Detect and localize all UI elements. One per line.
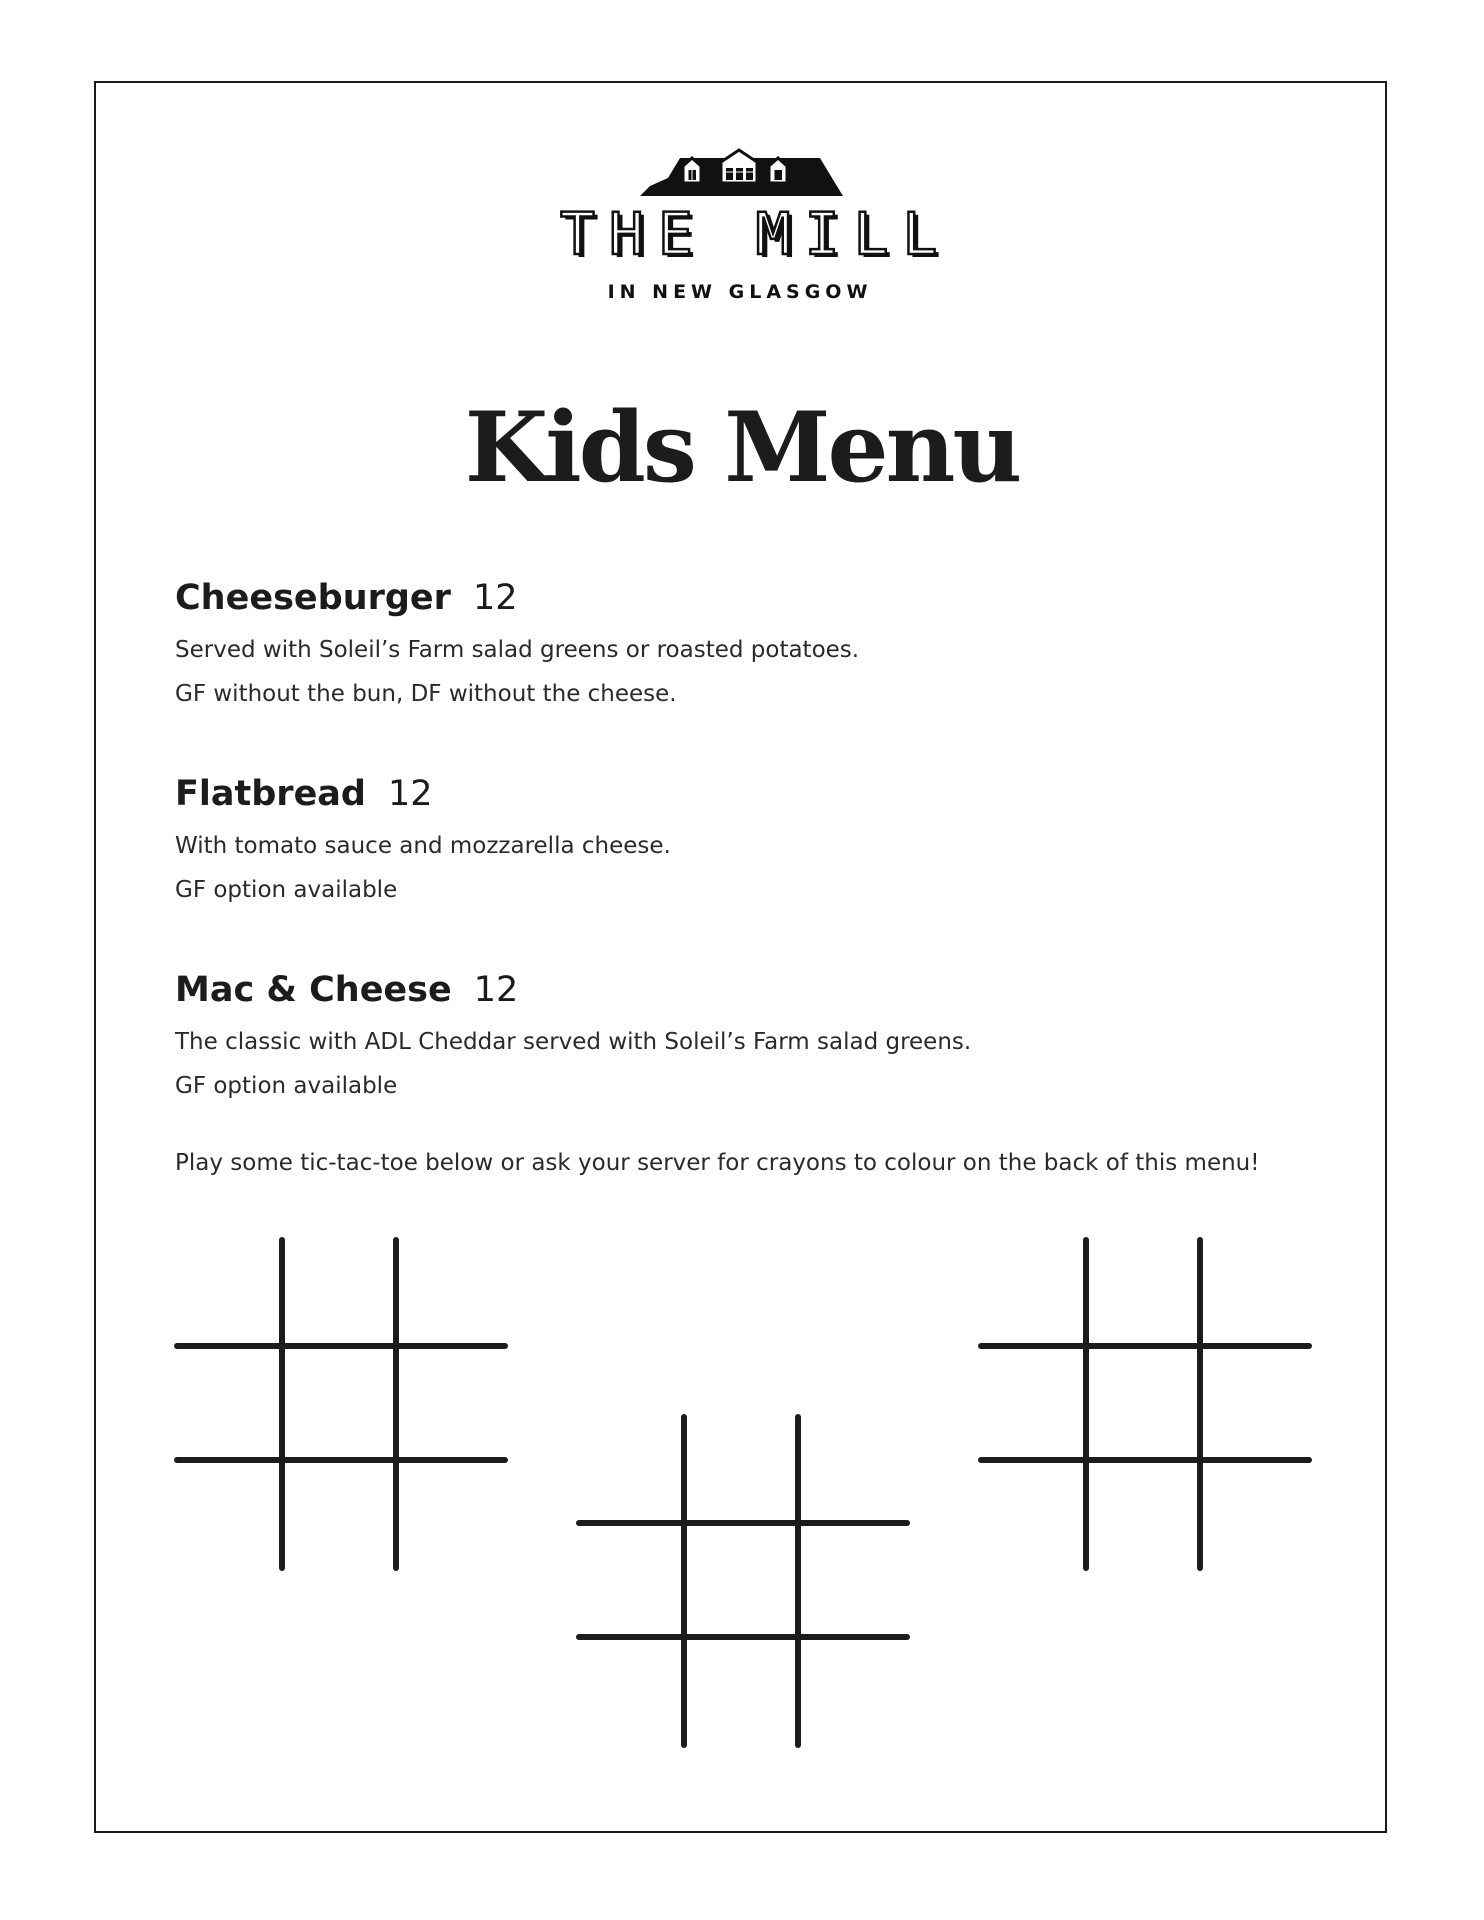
mill-building-icon [0,0,1484,320]
menu-item-name: Mac & Cheese [175,970,452,1010]
menu-item-dietary-note: GF without the bun, DF without the cheese. [175,681,677,707]
tic-tac-toe-board-right[interactable] [978,1237,1312,1571]
menu-item-description: Served with Soleil’s Farm salad greens or roasted potatoes. [175,637,860,663]
tic-tac-toe-board-center[interactable] [576,1414,910,1748]
tic-tac-toe-board-left[interactable] [174,1237,508,1571]
menu-item-heading [175,776,1325,812]
page-title: Kids Menu [464,391,1020,504]
menu-item-name: Cheeseburger [175,578,451,618]
menu-item-price: 12 [473,970,519,1010]
menu-item-heading [175,580,1325,616]
menu-item-dietary-note: GF option available [175,1073,398,1099]
menu-item-description: With tomato sauce and mozzarella cheese. [175,833,671,859]
menu-item-cheeseburger [175,580,1325,706]
menu-item-flatbread [175,776,1325,902]
logo-subtitle: IN NEW GLASGOW [607,281,873,303]
menu-item-dietary-note: GF option available [175,877,398,903]
menu-item-heading [175,972,1325,1008]
logo-name: THE MILL [560,200,952,268]
menu-item-price: 12 [387,774,433,814]
menu-item-price: 12 [472,578,518,618]
activity-note: Play some tic-tac-toe below or ask your server for crayons to colour on the back of this menu! [175,1150,1260,1176]
logo [0,0,1484,320]
menu-item-description: The classic with ADL Cheddar served with Soleil’s Farm salad greens. [175,1029,972,1055]
menu-item-name: Flatbread [175,774,366,814]
menu-item-mac-and-cheese [175,972,1325,1098]
